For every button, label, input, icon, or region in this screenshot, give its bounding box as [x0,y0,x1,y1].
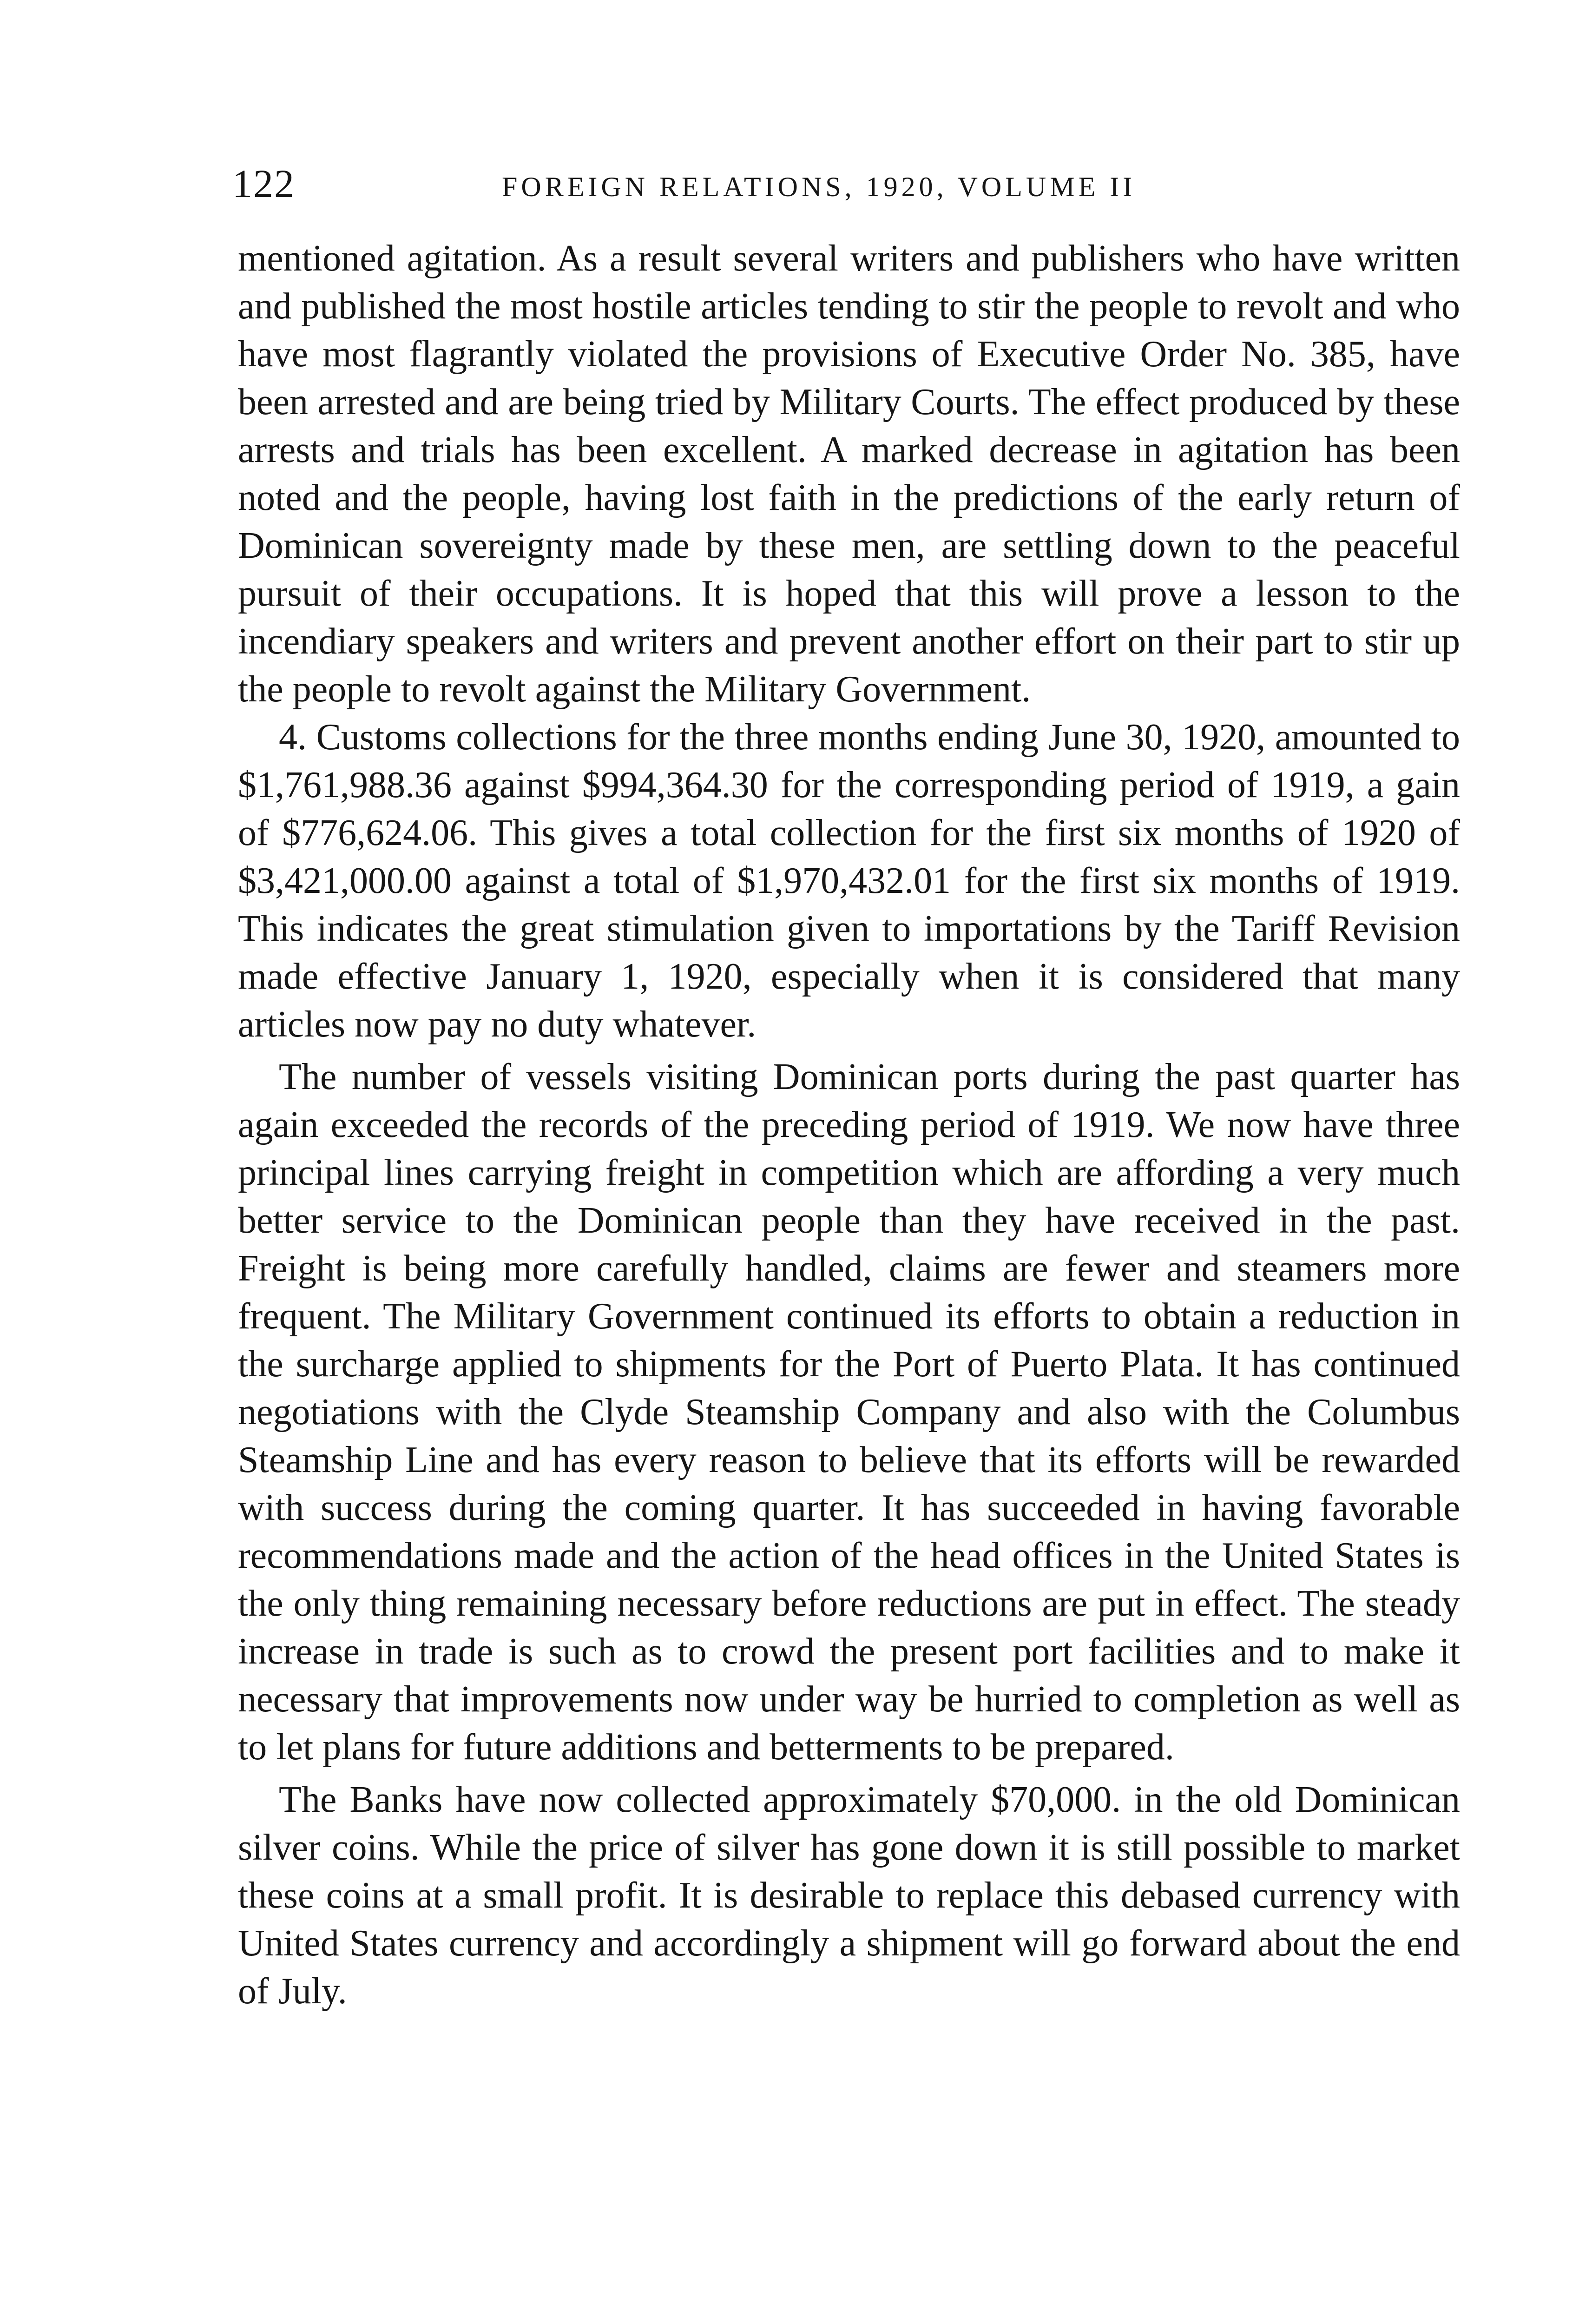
page-number: 122 [232,161,295,206]
paragraph-customs-collections: 4. Customs collections for the three months ending June 30, 1920, amounted to $1,761,988.36 against $994,364.30 for the corresponding period of 1919, a gain of $776,624.06. This gives a total collection for the first six months of 1920 of $3,421,000.00 against a total of $1,970,432.01 for the first six months of 1919. This indicates the great stimulation given to importations by the Tariff Revision made effective January 1, 1920, especially when it is considered that many articles now pay no duty whatever. [238,717,1460,1045]
paragraph-banks: The Banks have now collected approximately $70,000. in the old Dominican silver coins. While the price of silver has gone down it is still possible to market these coins at a small profit. It is desirable to replace this debased currency with United States currency and accordingly a shipment will go forward about the end of July. [238,1779,1460,2012]
paragraph-continuation: mentioned agitation. As a result several writers and publishers who have written and published the most hostile articles tending to stir the people to revolt and who have most flagrantly violated the provisions of Executive Order No. 385, have been arrested and are being tried by Military Courts. The effect produced by these arrests and trials has been excellent. A marked decrease in agitation has been noted and the people, having lost faith in the predictions of the early return of Dominican sovereignty made by these men, are settling down to the peaceful pursuit of their occupations. It is hoped that this will prove a lesson to the incendiary speakers and writers and prevent another effort on their part to stir up the people to revolt against the Military Government. [238,238,1460,710]
body-text [238,235,1460,2015]
running-title: FOREIGN RELATIONS, 1920, VOLUME II [502,172,1136,202]
running-head [232,158,1464,209]
paragraph-vessels: The number of vessels visiting Dominican ports during the past quarter has again exceeded the records of the preceding period of 1919. We now have three principal lines carrying freight in competition which are affording a very much better service to the Dominican people than they have received in the past. Freight is being more carefully handled, claims are fewer and steamers more frequent. The Military Government continued its efforts to obtain a reduction in the surcharge applied to shipments for the Port of Puerto Plata. It has continued negotiations with the Clyde Steamship Company and also with the Columbus Steamship Line and has every reason to believe that its efforts will be rewarded with success during the coming quarter. It has succeeded in having favorable recommendations made and the action of the head offices in the United States is the only thing remaining necessary before reductions are put in effect. The steady increase in trade is such as to crowd the present port facilities and to make it necessary that improvements now under way be hurried to completion as well as to let plans for future additions and betterments to be prepared. [238,1056,1460,1768]
